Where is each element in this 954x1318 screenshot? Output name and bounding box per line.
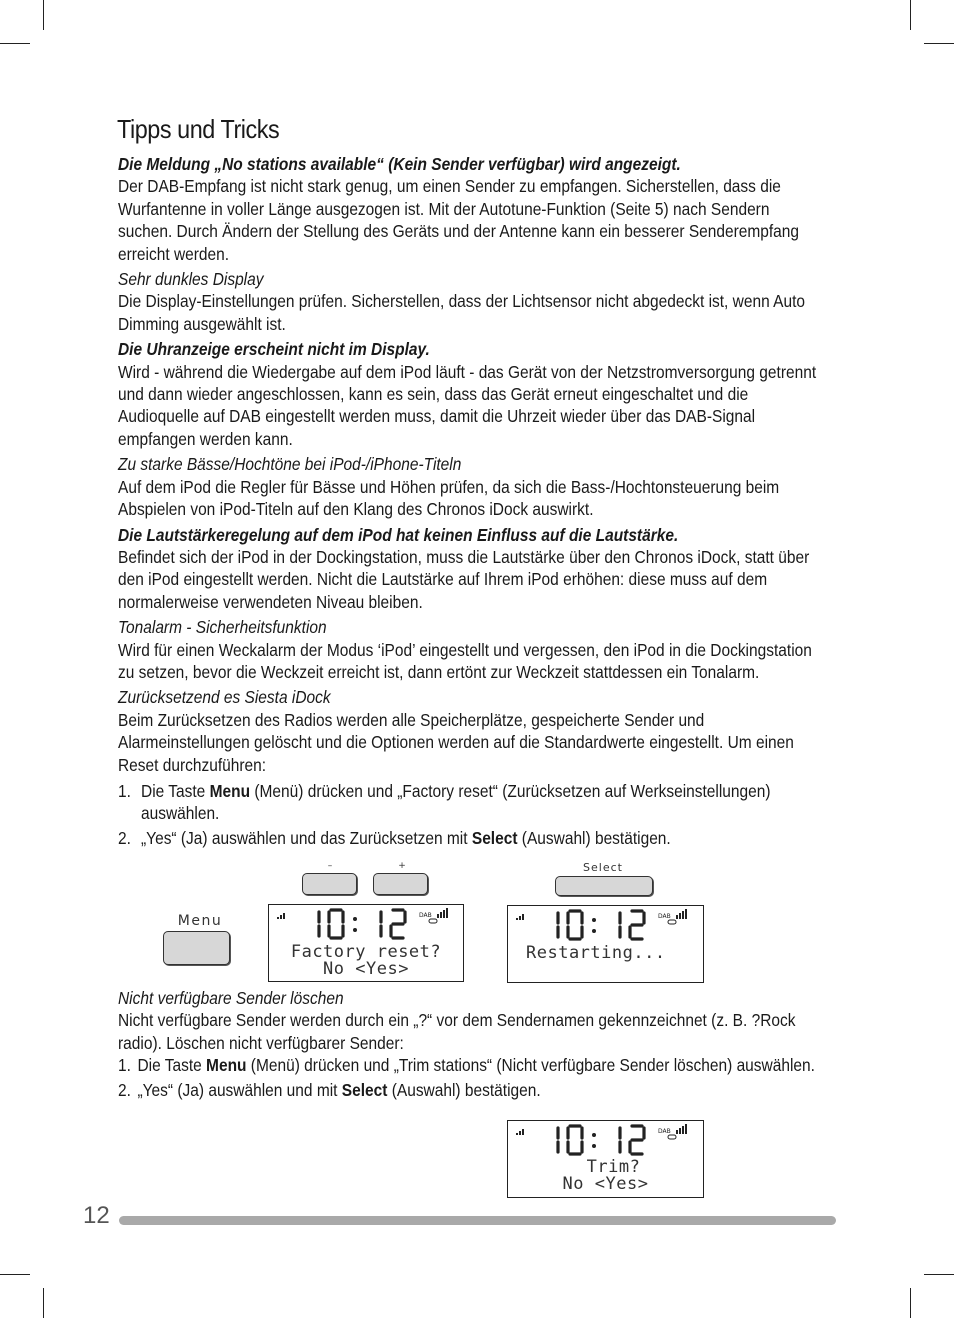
section-volume xyxy=(118,524,826,614)
signal-strength-icon xyxy=(676,1124,687,1134)
reset-steps xyxy=(118,780,826,849)
crop-mark xyxy=(43,0,44,30)
lcd-display-factory-reset xyxy=(268,904,464,982)
section-heading: Tonalarm - Sicherheitsfunktion xyxy=(118,617,327,638)
lcd-status-icons xyxy=(508,906,703,946)
section-body: Die Display-Einstellungen prüfen. Sicherstellen, dass der Lichtsensor nicht abgedeckt ist, wenn Auto Dimming ausgewählt ist. xyxy=(118,291,805,334)
signal-icon xyxy=(516,1129,524,1135)
signal-strength-icon xyxy=(676,909,687,919)
lcd-line-2: No <Yes> xyxy=(562,1174,649,1194)
section-tone-alarm xyxy=(118,616,826,683)
section-body: Befindet sich der iPod in der Dockingstation, muss die Lautstärke über den Chronos iDock, statt über den iPod eingestellt werden. Nicht die Lautstärke auf Ihrem iPod erhöhen: diese muss auf dem normalerweise verwendeten Niveau bleiben. xyxy=(118,546,810,612)
lcd-colon xyxy=(592,929,596,933)
alarm-icon xyxy=(429,919,437,923)
crop-mark xyxy=(910,0,911,30)
lcd-colon xyxy=(592,1144,596,1148)
volume-down-button[interactable] xyxy=(302,873,357,895)
section-reset xyxy=(118,686,826,849)
plus-label: + xyxy=(398,861,406,871)
crop-mark xyxy=(43,1288,44,1318)
alarm-icon xyxy=(668,1135,676,1139)
section-body: Beim Zurücksetzen des Radios werden alle Speicherplätze, gespeicherte Sender und Alarmeinstellungen gelöscht und die Optionen werden auf die Standardwerte eingestellt. Um einen Reset durchzuführen: xyxy=(118,709,794,775)
menu-button[interactable] xyxy=(163,931,230,965)
section-heading: Die Uhranzeige erscheint nicht im Display. xyxy=(118,339,430,360)
section-heading: Zu starke Bässe/Hochtöne bei iPod-/iPhone-Titeln xyxy=(118,454,462,475)
crop-mark xyxy=(910,1288,911,1318)
dab-indicator: DAB xyxy=(658,913,671,920)
lcd-line-2: No <Yes> xyxy=(323,959,409,979)
section-body: Wird für einen Weckalarm der Modus ‘iPod’ eingestellt und vergessen, den iPod in die Dockingstation zu setzen, bevor die Weckzeit erreicht ist, dann ertönt zur Weckzeit stattdessen ein Tonalarm. xyxy=(118,639,812,682)
section-bass-treble xyxy=(118,453,826,520)
list-item: 2. „Yes“ (Ja) auswählen und das Zurücksetzen mit Select (Auswahl) bestätigen. xyxy=(118,827,671,848)
lcd-colon xyxy=(592,918,596,922)
section-heading: Nicht verfügbare Sender löschen xyxy=(118,988,344,1008)
section-body: Wird - während die Wiedergabe auf dem iPod läuft - das Gerät von der Netzstromversorgung getrennt und dann wieder angeschlossen, kann es sein, dass das Gerät erneut eingeschaltet und die Audioquelle auf DAB eingestellt werden muss, damit die Uhrzeit wieder über das DAB-Signal empfangen werden kann. xyxy=(118,361,817,449)
section-body: Nicht verfügbare Sender werden durch ein „?“ vor dem Sendernamen gekennzeichnet (z. B. ?Rock radio). Löschen nicht verfügbarer Sender: xyxy=(118,1010,796,1053)
trim-steps xyxy=(118,1054,826,1101)
crop-mark xyxy=(0,43,30,44)
content xyxy=(118,150,826,851)
page-title: Tipps und Tricks xyxy=(117,114,280,144)
lcd-line-1: Trim? xyxy=(586,1157,641,1177)
signal-strength-icon xyxy=(437,908,448,918)
dab-indicator: DAB xyxy=(419,912,432,919)
minus-label: – xyxy=(327,861,333,871)
section-dark-display xyxy=(118,268,826,335)
section-body: Auf dem iPod die Regler für Bässe und Höhen prüfen, da sich die Bass-/Hochtonsteuerung beim Abspielen von iPod-Titeln auf den Klang des Chronos iDock auswirkt. xyxy=(118,476,780,520)
section-heading: Die Lautstärkeregelung auf dem iPod hat keinen Einfluss auf die Lautstärke. xyxy=(118,524,679,545)
select-button[interactable] xyxy=(555,876,653,896)
list-item: 1. Die Taste Menu (Menü) drücken und „Factory reset“ (Zurücksetzen auf Werkseinstellungen) auswählen. xyxy=(118,780,771,824)
lcd-line-1: Restarting... xyxy=(526,943,666,963)
volume-up-button[interactable] xyxy=(373,873,428,895)
section-body: Der DAB-Empfang ist nicht stark genug, um einen Sender zu empfangen. Sicherstellen, dass die Wurfantenne in voller Länge ausgezogen ist. Mit der Autotune-Funktion (Seite 5) nach Sendern suchen. Durch Ändern der Stellung des Geräts und der Antenne kann ein besserer Senderempfang erreicht werden. xyxy=(118,176,800,264)
signal-icon xyxy=(277,913,285,919)
section-heading: Die Meldung „No stations available“ (Kein Sender verfügbar) wird angezeigt. xyxy=(118,154,681,174)
section-clock-missing xyxy=(118,338,826,450)
section-heading: Zurücksetzend es Siesta iDock xyxy=(118,687,331,708)
crop-mark xyxy=(924,1274,954,1275)
list-item: 2. „Yes“ (Ja) auswählen und mit Select (Auswahl) bestätigen. xyxy=(118,1079,541,1100)
crop-mark xyxy=(0,1274,30,1275)
alarm-icon xyxy=(668,920,676,924)
dab-indicator: DAB xyxy=(658,1128,671,1135)
menu-label: Menu xyxy=(177,913,223,929)
lcd-colon xyxy=(592,1133,596,1137)
list-item: 1. Die Taste Menu (Menü) drücken und „Trim stations“ (Nicht verfügbare Sender löschen) auswählen. xyxy=(118,1055,815,1076)
lcd-display-restarting xyxy=(507,905,704,983)
section-trim-stations xyxy=(118,987,826,1101)
section-no-stations xyxy=(118,153,826,265)
lcd-display-trim xyxy=(507,1120,704,1198)
footer-bar xyxy=(119,1216,836,1225)
section-heading: Sehr dunkles Display xyxy=(118,269,264,290)
signal-icon xyxy=(516,914,524,920)
page-number: 12 xyxy=(83,1202,110,1229)
lcd-status-icons xyxy=(269,905,463,945)
crop-mark xyxy=(924,43,954,44)
lcd-status-icons xyxy=(508,1121,703,1161)
lcd-line-1: Factory reset? xyxy=(290,942,442,962)
lcd-colon xyxy=(353,917,357,921)
lcd-colon xyxy=(353,928,357,932)
content-trim xyxy=(118,984,826,1103)
select-label: Select xyxy=(583,861,623,874)
